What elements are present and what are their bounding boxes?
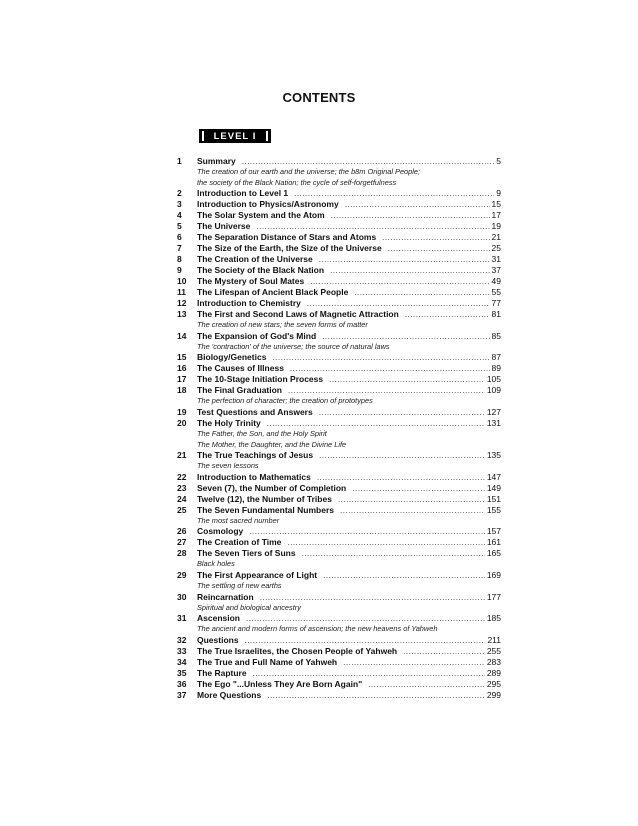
toc-entry-subtitle: The Mother, the Daughter, and the Divine Life [197,439,347,449]
dot-leader [253,668,485,679]
dot-leader [405,309,490,320]
toc-entry [177,592,501,603]
toc-entry-title: The Causes of Illness [197,363,284,374]
toc-entry-number: 35 [177,667,187,678]
page-title: CONTENTS [282,90,356,105]
toc-entry-title: The True Israelites, the Chosen People of Yahweh [197,645,398,656]
toc-entry-page: 185 [486,613,501,624]
toc-entry-page: 17 [491,210,501,221]
toc-entry-subtitle: The seven lessons [197,461,259,471]
toc-entry-number: 5 [177,221,182,232]
toc-entry-number: 15 [177,352,187,363]
toc-entry-number: 4 [177,210,182,221]
dot-leader [388,243,490,254]
toc-entry-number: 2 [177,188,182,199]
toc-entry-page: 155 [486,504,501,515]
toc-entry-number: 16 [177,363,187,374]
toc-entry-number: 9 [177,265,182,276]
toc-entry-page: 89 [491,363,501,374]
toc-entry-number: 29 [177,569,187,580]
dot-leader [267,418,485,429]
dot-leader [322,331,489,342]
toc-entry-page: 77 [491,298,501,309]
table-of-contents [177,156,501,701]
toc-entry-page: 25 [491,243,501,254]
toc-entry-number: 1 [177,156,182,166]
toc-entry [177,374,501,385]
toc-entry [177,287,501,298]
toc-entry-title: The First and Second Laws of Magnetic Attraction [197,309,399,320]
toc-entry-page: 31 [491,254,501,265]
toc-entry-number: 3 [177,199,182,210]
toc-entry [177,679,501,690]
toc-entry-title: The Lifespan of Ancient Black People [197,287,349,298]
toc-entry-number: 7 [177,243,182,254]
dot-leader [403,646,485,657]
toc-entry-title: The Universe [197,221,251,232]
toc-entry-subtitle: The creation of new stars; the seven forms of matter [197,320,368,330]
dot-leader [288,385,485,396]
toc-entry-title: Test Questions and Answers [197,406,313,417]
toc-entry [177,657,501,668]
toc-entry-title: Biology/Genetics [197,352,267,363]
dot-leader [307,298,490,309]
toc-entry [177,407,501,418]
toc-entry-page: 85 [491,330,501,341]
toc-entry-subtitle: The perfection of character; the creation of prototypes [197,396,373,406]
dot-leader [331,210,490,221]
toc-entry-number: 12 [177,298,187,309]
toc-entry-subtitle: The 'contraction' of the universe; the source of natural laws [197,341,390,351]
toc-entry [177,298,501,309]
toc-entry-page: 283 [486,656,501,667]
toc-entry-number: 8 [177,254,182,265]
dot-leader [272,352,489,363]
toc-entry-page: 15 [491,199,501,210]
toc-entry-number: 10 [177,276,187,287]
dot-leader [256,221,489,232]
toc-entry [177,254,501,265]
dot-leader [319,254,490,265]
toc-entry [177,668,501,679]
toc-entry-page: 49 [491,276,501,287]
dot-leader [343,657,485,668]
toc-entry-title: The Seven Fundamental Numbers [197,504,334,515]
toc-entry [177,635,501,646]
toc-entry-title: Questions [197,634,239,645]
toc-entry-title: The Size of the Earth, the Size of the Universe [197,243,382,254]
toc-entry-subtitle: The Father, the Son, and the Holy Spirit [197,428,327,438]
toc-entry-title: The True Teachings of Jesus [197,450,314,461]
toc-entry-page: 151 [486,493,501,504]
toc-entry-page: 177 [486,591,501,602]
toc-entry [177,505,501,516]
toc-entry [177,483,501,494]
dot-leader [319,450,485,461]
toc-entry-page: 21 [491,232,501,243]
toc-entry [177,210,501,221]
toc-entry-title: The Separation Distance of Stars and Atoms [197,232,377,243]
toc-entry-title: The Mystery of Soul Mates [197,276,305,287]
dot-leader [310,276,489,287]
toc-entry-title: The Creation of Time [197,537,282,548]
dot-leader [354,287,489,298]
toc-entry-number: 27 [177,537,187,548]
dot-leader [290,363,490,374]
dot-leader [330,265,489,276]
toc-entry-number: 14 [177,330,187,341]
toc-entry-number: 23 [177,482,187,493]
toc-entry [177,309,501,320]
toc-entry-number: 25 [177,504,187,515]
toc-entry-title: More Questions [197,689,262,700]
toc-entry-title: Ascension [197,613,240,624]
toc-entry-number: 28 [177,548,187,559]
toc-entry-page: 5 [496,156,501,166]
toc-entry-page: 295 [486,678,501,689]
toc-entry [177,418,501,429]
toc-entry [177,472,501,483]
toc-entry-number: 21 [177,450,187,461]
toc-entry-number: 34 [177,656,187,667]
toc-entry-title: Introduction to Level 1 [197,188,289,199]
toc-entry-page: 169 [486,569,501,580]
toc-entry [177,243,501,254]
toc-entry-number: 11 [177,287,186,298]
level-heading [199,129,271,143]
toc-entry-title: The Rapture [197,667,247,678]
toc-entry-title: Introduction to Physics/Astronomy [197,199,339,210]
dot-leader [242,156,495,167]
toc-entry-title: Twelve (12), the Number of Tribes [197,493,332,504]
dot-leader [294,188,494,199]
toc-entry [177,690,501,701]
toc-entry-page: 131 [486,417,501,428]
toc-entry-title: The Creation of the Universe [197,254,313,265]
toc-entry-title: The 10-Stage Initiation Process [197,374,324,385]
dot-leader [352,483,485,494]
toc-entry-title: The Expansion of God's Mind [197,330,317,341]
toc-entry-number: 19 [177,406,187,417]
toc-entry-title: The Ego "...Unless They Are Born Again" [197,678,363,689]
dot-leader [368,679,485,690]
toc-entry-number: 33 [177,645,187,656]
toc-entry-title: The Seven Tiers of Suns [197,548,296,559]
toc-entry [177,537,501,548]
toc-entry [177,450,501,461]
toc-entry-subtitle: Black holes [197,559,235,569]
toc-entry-page: 37 [491,265,501,276]
toc-entry [177,221,501,232]
toc-entry [177,156,501,167]
toc-entry-number: 26 [177,526,187,537]
toc-entry-title: The True and Full Name of Yahweh [197,656,338,667]
toc-entry [177,570,501,581]
dot-leader [329,374,485,385]
toc-entry-title: Reincarnation [197,591,254,602]
toc-entry [177,363,501,374]
toc-entry-number: 36 [177,678,187,689]
toc-entry-page: 157 [486,526,501,537]
toc-entry-number: 32 [177,634,187,645]
toc-entry-number: 37 [177,689,187,700]
toc-entry-page: 87 [491,352,501,363]
toc-entry-number: 13 [177,309,187,320]
toc-entry-title: Introduction to Mathematics [197,471,311,482]
dot-leader [267,690,485,701]
dot-leader [287,537,484,548]
toc-entry [177,331,501,342]
toc-entry-page: 135 [486,450,501,461]
toc-entry-page: 165 [486,548,501,559]
toc-entry-page: 9 [496,188,501,199]
dot-leader [340,505,485,516]
toc-entry [177,526,501,537]
toc-entry-page: 211 [487,634,501,645]
toc-entry-number: 17 [177,374,187,385]
toc-entry-number: 6 [177,232,182,243]
toc-entry-number: 31 [177,613,187,624]
toc-entry-page: 109 [486,385,501,396]
toc-entry [177,265,501,276]
toc-entry-number: 20 [177,417,187,428]
toc-entry [177,385,501,396]
toc-entry-number: 22 [177,471,187,482]
dot-leader [302,548,485,559]
toc-entry-title: The Final Graduation [197,385,283,396]
toc-entry-title: Seven (7), the Number of Completion [197,482,347,493]
toc-entry-title: Cosmology [197,526,244,537]
toc-entry-subtitle: The settling of new earths [197,580,282,590]
dot-leader [246,613,485,624]
toc-entry-page: 161 [486,537,501,548]
toc-entry-title: The Solar System and the Atom [197,210,325,221]
dot-leader [382,232,489,243]
dot-leader [323,570,485,581]
toc-entry [177,276,501,287]
toc-entry-page: 149 [486,482,501,493]
toc-entry [177,613,501,624]
toc-entry-page: 81 [491,309,501,320]
toc-entry-page: 127 [486,406,501,417]
toc-entry-title: The First Appearance of Light [197,569,318,580]
toc-entry-title: The Holy Trinity [197,417,261,428]
toc-entry-page: 105 [486,374,501,385]
toc-entry-subtitle: The most sacred number [197,515,280,525]
toc-entry-subtitle: the society of the Black Nation; the cycle of self-forgetfulness [197,177,397,187]
toc-entry-title: Summary [197,156,236,166]
toc-entry-number: 18 [177,385,187,396]
dot-leader [345,199,490,210]
toc-entry-page: 299 [486,689,501,700]
toc-entry-page: 147 [486,471,501,482]
toc-entry [177,646,501,657]
toc-entry-number: 24 [177,493,187,504]
toc-entry [177,232,501,243]
toc-entry-page: 55 [491,287,501,298]
dot-leader [249,526,485,537]
toc-entry [177,199,501,210]
dot-leader [319,407,485,418]
toc-entry-page: 289 [486,667,501,678]
toc-entry [177,494,501,505]
toc-entry-page: 255 [486,645,501,656]
level-label: LEVEL I [213,130,257,142]
toc-entry-page: 19 [491,221,501,232]
toc-entry-subtitle: The creation of our earth and the universe; the b8m Original People; [197,167,421,176]
dot-leader [245,635,486,646]
toc-entry [177,548,501,559]
toc-entry [177,352,501,363]
toc-entry-subtitle: Spiritual and biological ancestry [197,602,301,612]
dot-leader [260,592,485,603]
toc-entry-title: Introduction to Chemistry [197,298,301,309]
toc-entry [177,188,501,199]
dot-leader [317,472,485,483]
toc-entry-number: 30 [177,591,187,602]
toc-entry-subtitle: The ancient and modern forms of ascension; the new heavens of Yahweh [197,624,438,634]
dot-leader [338,494,485,505]
toc-entry-title: The Society of the Black Nation [197,265,325,276]
